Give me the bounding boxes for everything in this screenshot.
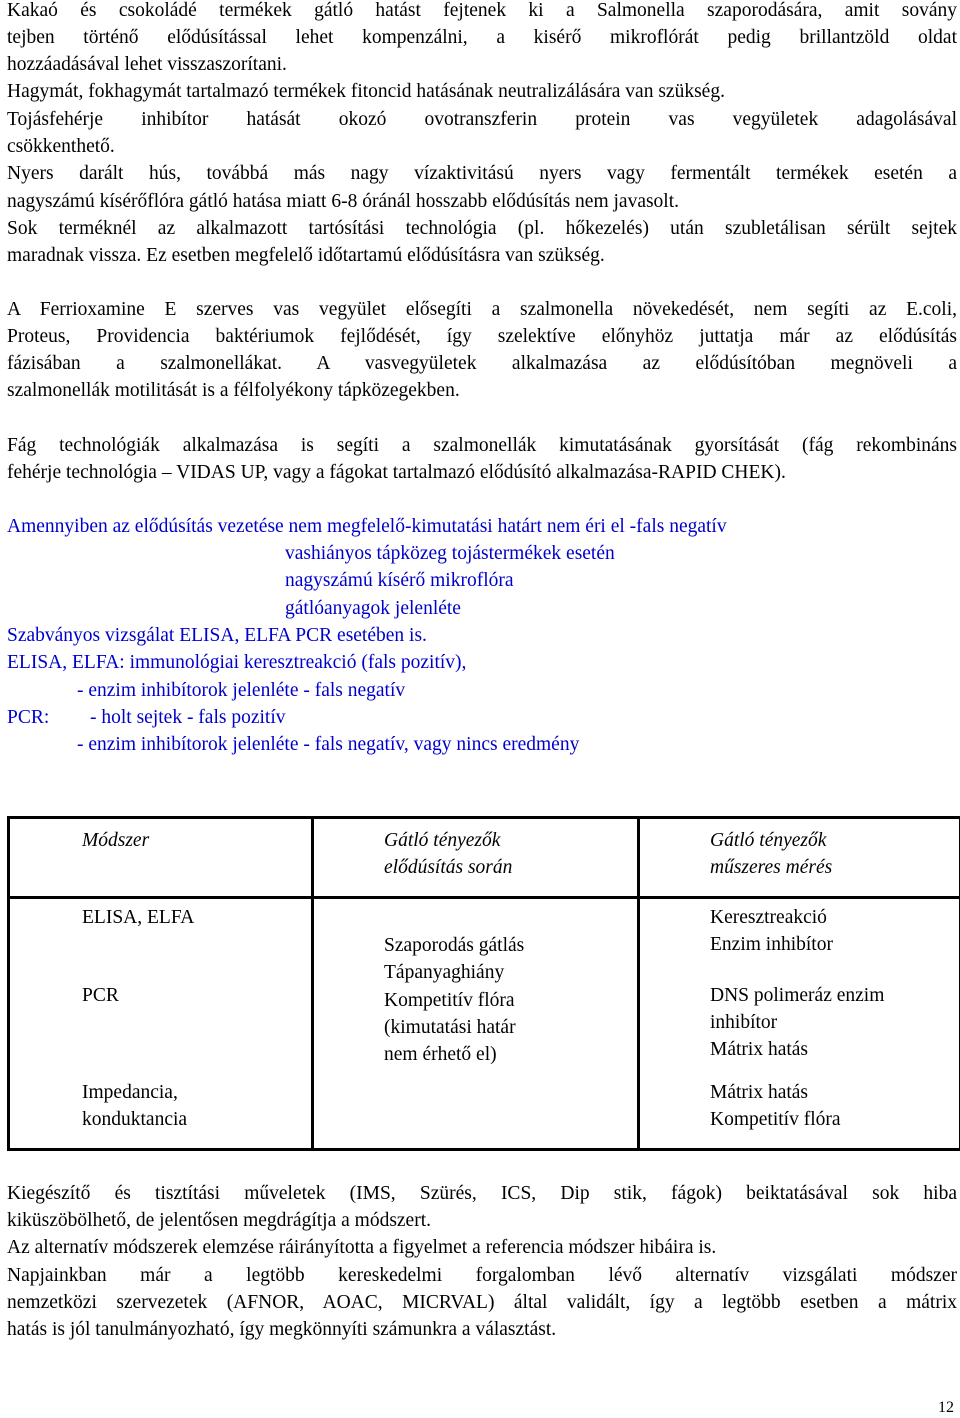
paragraph-line: nagyszámú kísérőflóra gátló hatása miatt 6-8 óránál hosszabb elődúsítás nem javasolt. (7, 191, 680, 212)
blue-note-label: PCR: (7, 707, 50, 728)
paragraph-line: csökkenthető. (7, 136, 115, 157)
blue-note-line: - enzim inhibítorok jelenléte - fals negatív, vagy nincs eredmény (77, 734, 580, 755)
table-header-cell (9, 818, 313, 898)
paragraph-line: tejben történő elődúsítással lehet kompenzálni, a kisérő mikroflórát pedig brillantzöld oldat (7, 27, 957, 48)
table-header-cell (639, 818, 960, 898)
paragraph-line: Fág technológiák alkalmazása is segíti a szalmonellák kimutatásának gyorsítását (fág rekombináns (7, 435, 957, 456)
instrument-factor: Enzim inhibítor (710, 934, 833, 955)
paragraph-line: maradnak vissza. Ez esetben megfelelő időtartamú elődúsításra van szükség. (7, 245, 605, 266)
method-impedance-2: konduktancia (82, 1109, 188, 1130)
table-cell (313, 898, 639, 1150)
instrument-factor: DNS polimeráz enzim (710, 985, 885, 1006)
blue-note-line: nagyszámú kísérő mikroflóra (285, 570, 514, 591)
header-inhibitors-instrument-2: műszeres mérés (710, 857, 833, 878)
enrichment-factor: (kimutatási határ (384, 1017, 516, 1038)
table-cell (639, 898, 960, 1150)
blue-note-line: - enzim inhibítorok jelenléte - fals negatív (77, 680, 406, 701)
blue-note-line: Szabványos vizsgálat ELISA, ELFA PCR esetében is. (7, 625, 427, 646)
enrichment-factor: Tápanyaghiány (384, 962, 505, 983)
paragraph-line: fehérje technológia – VIDAS UP, vagy a fágokat tartalmazó elődúsító alkalmazása-RAPID CHEK). (7, 462, 786, 483)
table-cell (9, 898, 313, 1150)
paragraph-line: Az alternatív módszerek elemzése ráirányította a figyelmet a referencia módszer hibáira is. (7, 1237, 717, 1258)
header-inhibitors-enrichment: Gátló tényezők (384, 830, 501, 851)
header-inhibitors-instrument: Gátló tényezők (710, 830, 827, 851)
table-header-row (9, 818, 960, 898)
instrument-factor: Kompetitív flóra (710, 1109, 841, 1130)
paragraph-line: hozzáadásával lehet visszaszorítani. (7, 54, 287, 75)
paragraph-line: fázisában a szalmonellákat. A vasvegyületek alkalmazása az elődúsítóban megnöveli a (7, 353, 957, 374)
paragraph-line: Tojásfehérje inhibítor hatását okozó ovotranszferin protein vas vegyületek adagolásával (7, 109, 957, 130)
paragraph-line: Sok terméknél az alkalmazott tartósítási technológia (pl. hőkezelés) után szubletálisan sérült sejtek (7, 218, 957, 239)
paragraph-line: Nyers darált hús, továbbá más nagy vízaktivitású nyers vagy fermentált termékek esetén a (7, 163, 957, 184)
paragraph-line: hatás is jól tanulmányozható, így megkönnyíti számunkra a választást. (7, 1319, 557, 1340)
blue-note-line: - holt sejtek - fals pozitív (90, 707, 286, 728)
paragraph-line: Proteus, Providencia baktériumok fejlődését, így szelektíve előnyhöz juttatja már az elődúsítás (7, 326, 957, 347)
paragraph-line: nemzetközi szervezetek (AFNOR, AOAC, MICRVAL) által validált, így a legtöbb esetben a mátrix (7, 1292, 957, 1313)
paragraph-line: Napjainkban már a legtöbb kereskedelmi forgalomban lévő alternatív vizsgálati módszer (7, 1265, 957, 1286)
paragraph-line: Kakaó és csokoládé termékek gátló hatást fejtenek ki a Salmonella szaporodására, amit sovány (7, 0, 957, 21)
enrichment-factor: Szaporodás gátlás (384, 935, 525, 956)
paragraph-line: szalmonellák motilitását is a félfolyékony tápközegekben. (7, 380, 460, 401)
paragraph-line: A Ferrioxamine E szerves vas vegyület elősegíti a szalmonella növekedését, nem segíti az E.coli, (7, 299, 957, 320)
blue-note-line: vashiányos tápközeg tojástermékek esetén (285, 543, 615, 564)
enrichment-factor: nem érhető el) (384, 1044, 497, 1065)
paragraph-line: Hagymát, fokhagymát tartalmazó termékek fitoncid hatásának neutralizálására van szükség. (7, 81, 725, 102)
blue-note-line: ELISA, ELFA: immunológiai keresztreakció (fals pozitív), (7, 652, 467, 673)
instrument-factor: inhibítor (710, 1012, 778, 1033)
method-impedance: Impedancia, (82, 1082, 178, 1103)
instrument-factor: Keresztreakció (710, 907, 827, 928)
blue-note-line: gátlóanyagok jelenléte (285, 598, 461, 619)
enrichment-factor: Kompetitív flóra (384, 990, 515, 1011)
methods-table (7, 816, 960, 1151)
header-method: Módszer (82, 830, 150, 851)
method-elisa: ELISA, ELFA (82, 907, 195, 928)
paragraph-line: kiküszöbölhető, de jelentősen megdrágítja a módszert. (7, 1210, 432, 1231)
page-number: 12 (938, 1399, 954, 1416)
table-header-cell (313, 818, 639, 898)
instrument-factor: Mátrix hatás (710, 1082, 809, 1103)
table-row (9, 898, 960, 1150)
header-inhibitors-enrichment-2: elődúsítás során (384, 857, 513, 878)
paragraph-line: Kiegészítő és tisztítási műveletek (IMS, Szürés, ICS, Dip stik, fágok) beiktatásával sok hiba (7, 1183, 957, 1204)
instrument-factor: Mátrix hatás (710, 1039, 809, 1060)
blue-note-line: Amennyiben az elődúsítás vezetése nem megfelelő-kimutatási határt nem éri el -fals negatív (7, 516, 727, 537)
method-pcr: PCR (82, 985, 119, 1006)
